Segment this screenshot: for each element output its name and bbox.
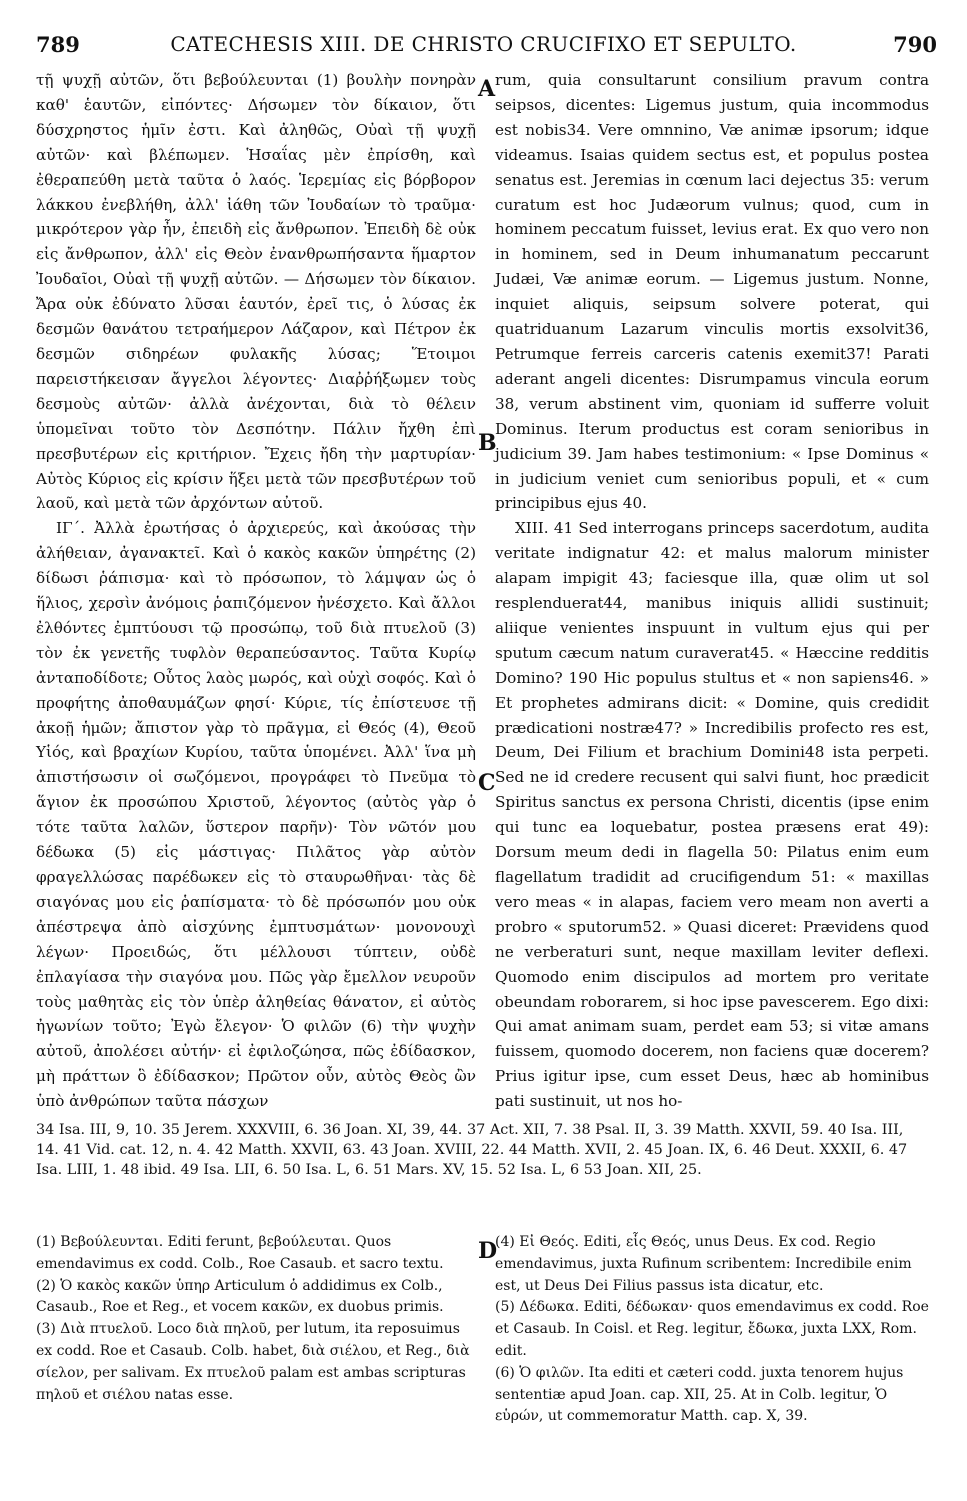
running-title: CATECHESIS XIII. DE CHRISTO CRUCIFIXO ET SEPULTO. <box>170 32 797 56</box>
footnote: (6) Ὁ φιλῶν. Ita editi et cæteri codd. juxta tenorem hujus sententiæ apud Joan. cap. XII, 25. At in Colb. legitur, Ὁ εὑρών, ut commemoratur Matth. cap. X, 39. <box>495 1364 904 1425</box>
section-marker-a: A <box>478 76 496 102</box>
footnotes-left <box>36 1232 476 1406</box>
footnote: (4) Εἰ Θεός. Editi, εἷς Θεός, unus Deus. Ex cod. Regio emendavimus, juxta Rufinum scribentem: Incredibile enim est, ut Deus Dei Filius passus ista dicatur, etc. <box>495 1234 912 1294</box>
footnote: (2) Ὁ κακὸς κακῶν ὑπηρ Articulum ὁ addidimus ex Colb., Casaub., Roe et Reg., et vocem κακῶν, ex duobus primis. <box>36 1277 444 1316</box>
latin-paragraph: XIII. 41 Sed interrogans princeps sacerdotum, audita veritate indignatur 42: et malus malorum minister alapam impigit 43; faciesque illa, quæ olim ut sol resplenduerat44, manibus iniquis allidi sustinuit; aliique venientes inspuunt in vultum ejus qui per sputum cæcum natum curaverat45. « Hæccine redditis Domino? 190 Hic populus stultus et « non sapiens46. » Et prophetes admirans dicit: « Domine, quis credidit prædicationi nostræ47? » Incredibilis profecto res est, Deum, Dei Filium et brachium Domini48 ista perpeti. Sed ne id credere recusent qui salvi fiunt, hoc prædicit Spiritus sanctus ex persona Christi, dicentis (ipse enim qui tunc ea loquebatur, postea præsens erat 49): Dorsum meum dedi in flagella 50: Pilatus enim eum flagellatum tradidit ad crucifigendum 51: « maxillas vero meas « in alapas, faciem vero meam non averti a probro « sputorum52. » Quasi diceret: Prævidens quod ne verberaturi sunt, neque maxillam leviter deflexi. Quomodo enim discipulos ad mortem pro veritate obeundam roborarem, si hoc ipse pavescerem. Ego dixi: Qui amat animam suam, perdet eam 53; si vitæ amans fuissem, quomodo docerem, non faciens quæ docerem? Prius igitur ipse, cum esset Deus, hæc ab hominibus pati sustinuit, ut nos ho- <box>495 519 929 1111</box>
footnotes-right <box>495 1232 929 1428</box>
page-number-left: 789 <box>36 32 80 57</box>
section-marker-c: C <box>478 770 496 796</box>
footnote: (5) Δέδωκα. Editi, δέδωκαν· quos emendavimus ex codd. Roe et Casaub. In Coisl. et Reg. legitur, ἔδωκα, juxta LXX, Rom. edit. <box>495 1299 929 1359</box>
scripture-references: 34 Isa. III, 9, 10. 35 Jerem. XXXVIII, 6. 36 Joan. XI, 39, 44. 37 Act. XII, 7. 38 Psal. II, 3. 39 Matth. XXVII, 59. 40 Isa. III, 14. 41 Vid. cat. 12, n. 4. 42 Matth. XXVII, 63. 43 Joan. XVIII, 22. 44 Matth. XVII, 2. 45 Joan. IX, 6. 46 Deut. XXXII, 6. 47 Isa. LIII, 1. 48 ibid. 49 Isa. LII, 6. 50 Isa. L, 6. 51 Mars. XV, 15. 52 Isa. L, 6 53 Joan. XII, 25. <box>36 1122 908 1178</box>
greek-paragraph: ΙΓ΄. Ἀλλὰ ἐρωτήσας ὁ ἀρχιερεύς, καὶ ἀκούσας τὴν ἀλήθειαν, ἀγανακτεῖ. Καὶ ὁ κακὸς κακῶν ὑπηρέτης (2) δίδωσι ῥάπισμα· καὶ τὸ πρόσωπον, τὸ λάμψαν ὡς ὁ ἥλιος, χερσὶν ἀνόμοις ῥαπιζόμενον ἠνέσχετο. Καὶ ἄλλοι ἐλθόντες ἐμπτύουσι τῷ προσώπῳ, τοῦ διὰ πτυελοῦ (3) τὸν ἐκ γενετῆς τυφλὸν θεραπεύσαντος. Ταῦτα Κυρίῳ ἀνταποδίδοτε; Οὗτος λαὸς μωρός, καὶ οὐχὶ σοφός. Καὶ ὁ προφήτης ἀποθαυμάζων φησί· Κύριε, τίς ἐπίστευσε τῇ ἀκοῇ ἡμῶν; ἄπιστον γὰρ τὸ πρᾶγμα, εἰ Θεός (4), Θεοῦ Υἱός, καὶ βραχίων Κυρίου, ταῦτα ὑπομένει. Ἀλλ' ἵνα μὴ ἀπιστήσωσιν οἱ σωζόμενοι, προγράφει τὸ Πνεῦμα τὸ ἅγιον ἐκ προσώπου Χριστοῦ, λέγοντος (αὐτὸς γὰρ ὁ τότε ταῦτα λαλῶν, ὕστερον παρῆν)· Τὸν νῶτόν μου δέδωκα (5) εἰς μάστιγας· Πιλᾶτος γὰρ αὐτὸν φραγελλώσας παρέδωκεν εἰς τὸ σταυρωθῆναι· τὰς δὲ σιαγόνας μου εἰς ῥαπίσματα· τὸ δὲ πρόσωπόν μου οὐκ ἀπέστρεψα ἀπὸ αἰσχύνης ἐμπτυσμάτων· μονονουχὶ λέγων· Προειδώς, ὅτι μέλλουσι τύπτειν, οὐδὲ ἐπλαγίασα τὴν σιαγόνα μου. Πῶς γὰρ ἔμελλον νευροῦν τοὺς μαθητὰς εἰς τὸν ὑπὲρ ἀληθείας θάνατον, εἰ αὐτὸς ἠγωνίων τοῦτο; Ἐγὼ ἔλεγον· Ὁ φιλῶν (6) τὴν ψυχὴν αὐτοῦ, ἀπολέσει αὐτήν· εἰ ἐφιλοζώησα, πῶς ἐδίδασκον, μὴ πράττων ὃ ἐδίδασκον; Πρῶτον οὖν, αὐτὸς Θεὸς ὢν ὑπὸ ἀνθρώπων ταῦτα πάσχων <box>36 519 476 1111</box>
section-marker-d: D <box>478 1238 498 1264</box>
footnote: (3) Διὰ πτυελοῦ. Loco διὰ πηλοῦ, per lutum, ita reposuimus ex codd. Roe et Casaub. Colb. habet, διὰ σιέλου, et Reg., διὰ σίελον, per salivam. Ex πτυελοῦ palam est ambas scripturas πηλοῦ et σιέλου natas esse. <box>36 1321 470 1403</box>
latin-column <box>495 68 929 1114</box>
page-number-right: 790 <box>893 32 937 57</box>
greek-paragraph: τῇ ψυχῇ αὐτῶν, ὅτι βεβούλευνται (1) βουλὴν πονηρὰν καθ' ἑαυτῶν, εἰπόντες· Δήσωμεν τὸν δίκαιον, ὅτι δύσχρηστος ἡμῖν ἐστι. Καὶ ἀληθῶς, Οὐαὶ τῇ ψυχῇ αὐτῶν· καὶ βλέπωμεν. Ἡσαΐας μὲν ἐπρίσθη, καὶ ἐθεραπεύθη μετὰ ταῦτα ὁ λαός. Ἱερεμίας εἰς βόρβορον λάκκου ἐνεβλήθη, ἀλλ' ἰάθη τῶν Ἰουδαίων τὸ τραῦμα· μικρότερον γὰρ ἦν, ἐπειδὴ εἰς ἄνθρωπον. Ἐπειδὴ δὲ οὐκ εἰς ἄνθρωπον, ἀλλ' εἰς Θεὸν ἐνανθρωπήσαντα ἥμαρτον Ἰουδαῖοι, Οὐαὶ τῇ ψυχῇ αὐτῶν. — Δήσωμεν τὸν δίκαιον. Ἄρα οὐκ ἐδύνατο λῦσαι ἑαυτόν, ἐρεῖ τις, ὁ λύσας ἐκ δεσμῶν θανάτου τετραήμερον Λάζαρον, καὶ Πέτρον ἐκ δεσμῶν σιδηρέων φυλακῆς λύσας; Ἕτοιμοι παρειστήκεισαν ἄγγελοι λέγοντες· Διαῤῥήξωμεν τοὺς δεσμοὺς αὐτῶν· ἀλλὰ ἀνέχονται, διὰ τὸ θέλειν ὑπομεῖναι τοῦτο τὸν Δεσπότην. Πάλιν ἤχθη ἐπὶ πρεσβυτέρων εἰς κριτήριον. Ἔχεις ἤδη τὴν μαρτυρίαν· Αὐτὸς Κύριος εἰς κρίσιν ἥξει μετὰ τῶν πρεσβυτέρων τοῦ λαοῦ, καὶ μετὰ τῶν ἀρχόντων αὐτοῦ. <box>36 71 476 513</box>
section-marker-b: B <box>478 430 497 456</box>
footnote: (1) Βεβούλευνται. Editi ferunt, βεβούλευται. Quos emendavimus ex codd. Colb., Roe Casaub. et sacro textu. <box>36 1234 444 1272</box>
greek-column <box>36 68 476 1114</box>
page-header <box>0 30 967 64</box>
latin-paragraph: rum, quia consultarunt consilium pravum contra seipsos, dicentes: Ligemus justum, quia incommodus est nobis34. Vere omnnino, Væ animæ ipsorum; idque videamus. Isaias quidem sectus est, et populus postea senatus est. Jeremias in cœnum laci dejectus 35: verum curatum est hoc Judæorum vulnus; quod, cum in hominem peccatum fuisset, levius erat. Ex quo vero non in hominem, sed in Deum inhumanatum peccarunt Judæi, Væ animæ eorum. — Ligemus justum. Nonne, inquiet aliquis, seipsum solvere poterat, qui quatriduanum Lazarum vinculis mortis exsolvit36, Petrumque ferreis carceris catenis exemit37! Parati aderant angeli dicentes: Disrumpamus vincula eorum 38, verum abstinent vim, quoniam id sufferre voluit Dominus. Iterum productus est coram senioribus in judicium 39. Jam habes testimonium: « Ipse Dominus « in judicium veniet cum senioribus populi, et « cum principibus ejus 40. <box>495 71 929 513</box>
